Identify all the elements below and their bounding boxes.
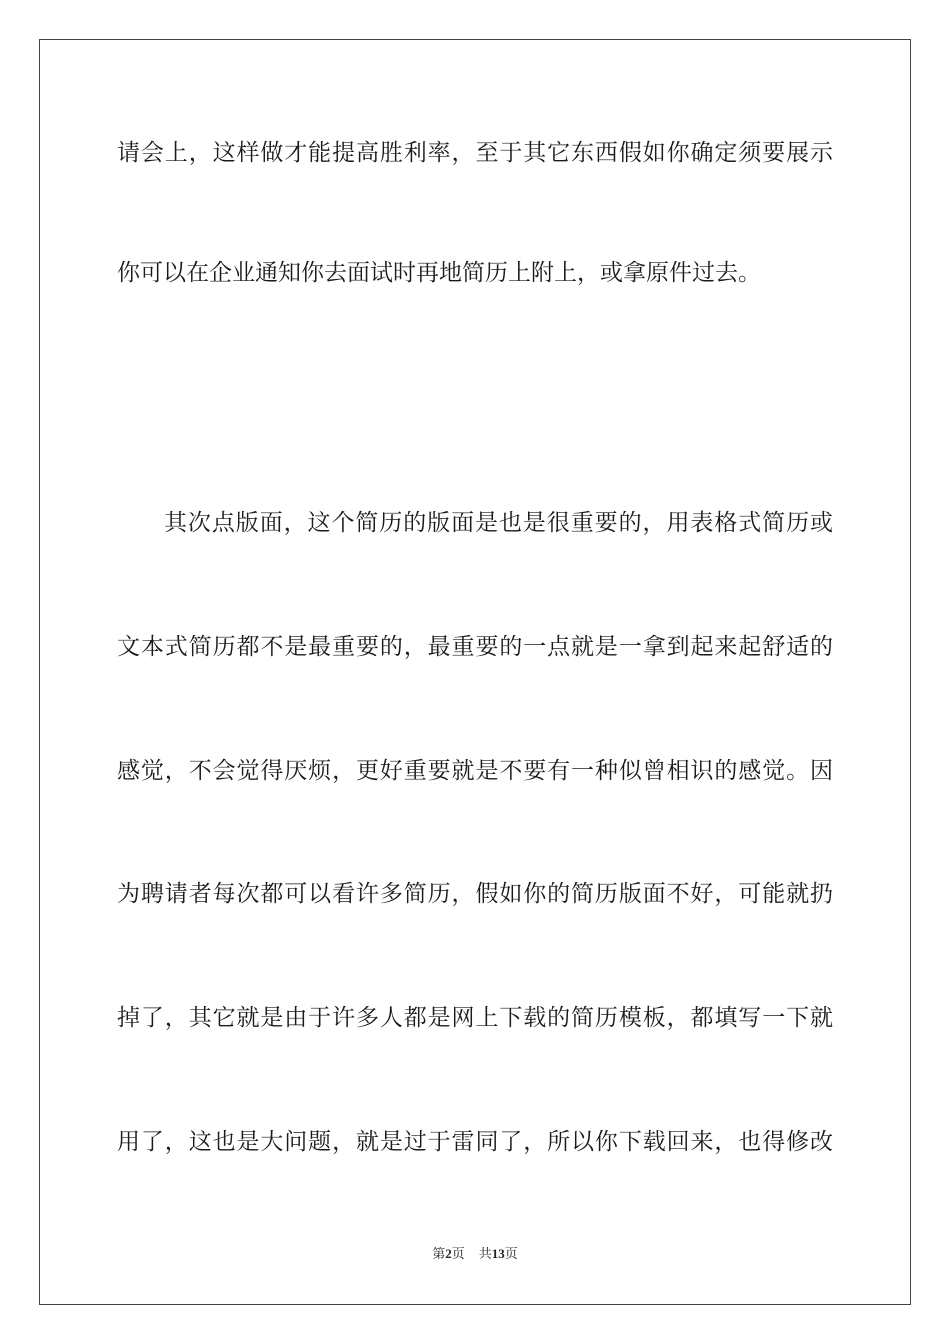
paragraph-line: 请会上，这样做才能提高胜利率，至于其它东西假如你确定须要展示 (117, 140, 833, 166)
page-border (39, 39, 911, 1305)
total-pages: 13 (491, 1246, 505, 1261)
page-prefix: 第 (432, 1247, 446, 1262)
total-prefix: 共 (478, 1247, 492, 1262)
paragraph-line: 感觉，不会觉得厌烦，更好重要就是不要有一种似曾相识的感觉。因 (117, 758, 833, 784)
paragraph-line: 其次点版面，这个简历的版面是也是很重要的，用表格式简历或 (164, 510, 833, 536)
page-suffix: 页 (451, 1247, 465, 1262)
paragraph-line: 掉了，其它就是由于许多人都是网上下载的简历模板，都填写一下就 (117, 1005, 833, 1031)
paragraph-line: 你可以在企业通知你去面试时再地简历上附上，或拿原件过去。 (117, 260, 761, 286)
page-footer (0, 1245, 950, 1264)
paragraph-line: 文本式简历都不是最重要的，最重要的一点就是一拿到起来起舒适的 (117, 634, 833, 660)
page-number: 2 (445, 1246, 452, 1261)
paragraph-line: 用了，这也是大问题，就是过于雷同了，所以你下载回来，也得修改 (117, 1129, 833, 1155)
paragraph-line: 为聘请者每次都可以看许多简历，假如你的简历版面不好，可能就扔 (117, 881, 833, 907)
total-suffix: 页 (504, 1247, 518, 1262)
